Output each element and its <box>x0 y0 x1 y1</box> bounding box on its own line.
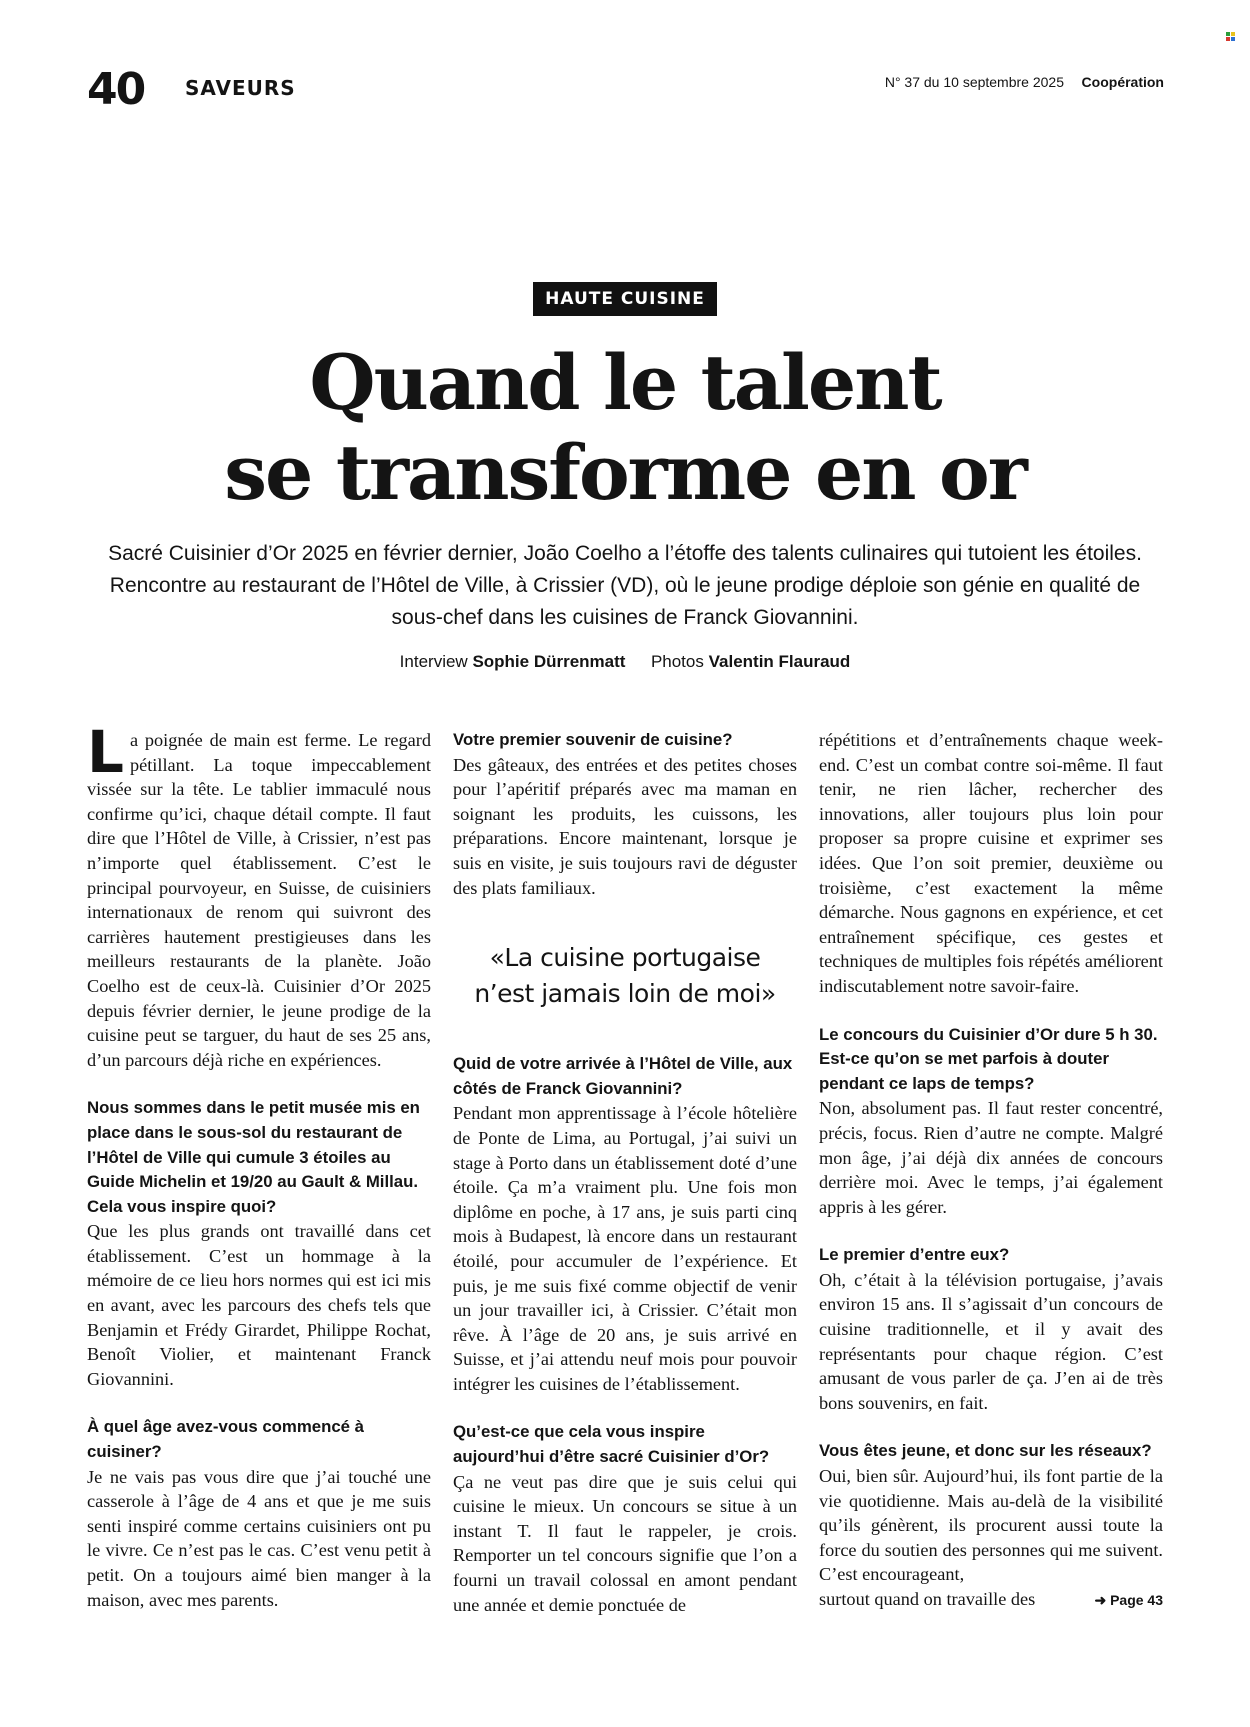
issue-date: N° 37 du 10 septembre 2025 <box>884 74 1064 90</box>
question: Vous êtes jeune, et donc sur les réseaux? <box>819 1441 1152 1461</box>
question: Nous sommes dans le petit musée mis en place dans le sous-sol du restaurant de l’Hôtel de Ville qui cumule 3 étoiles au Guide Michelin et 19/20 au Gault & Millau. Cela vous inspire quoi? <box>87 1098 420 1216</box>
question: Qu’est-ce que cela vous inspire aujourd’hui d’être sacré Cuisinier d’Or? <box>453 1422 770 1467</box>
intro-text: a poignée de main est ferme. Le regard pétillant. La toque impeccablement vissée sur la tête. Le tablier immaculé nous confirme qu’ici, chaque détail compte. Il faut dire que l’Hôtel de Ville, à Crissier, n’est pas n’importe quel établissement. C’est le principal pourvoyeur, en Suisse, de cuisiniers internationaux de renom qui suivront des carrières hautement prestigieuses dans les meilleurs restaurants de la planète. João Coelho est de ceux-là. Cuisinier d’Or 2025 depuis février dernier, le jeune prodige de la cuisine peut se targuer, du haut de ses 25 ans, d’un parcours déjà riche en expériences. <box>87 730 431 1070</box>
intro-paragraph <box>87 718 431 1072</box>
lead-paragraph: Sacré Cuisinier d’Or 2025 en février dernier, João Coelho a l’étoffe des talents culinaires qui tutoient les étoiles. Rencontre au restaurant de l’Hôtel de Ville, à Crissier (VD), où le jeune prodige déploie son génie en qualité de sous-chef dans les cuisines de Franck Giovannini. <box>108 542 1142 629</box>
photos-label: Photos <box>650 652 704 671</box>
headline-line-1: Quand le talent <box>309 338 941 427</box>
question: Quid de votre arrivée à l’Hôtel de Ville, aux côtés de Franck Giovannini? <box>453 1054 793 1098</box>
answer: Oh, c’était à la télévision portugaise, j’avais environ 15 ans. Il s’agissait d’un concours de cuisine traditionnelle, et il y avait des représentants pour chaque région. C’est amusant de vous parler de ça. J’en ai de très bons souvenirs, en fait. <box>819 1269 1163 1413</box>
answer: Non, absolument pas. Il faut rester concentré, précis, focus. Rien d’autre ne compte. Malgré mon âge, j’ai déjà dix années de concours derrière moi. Avec le temps, j’ai également appris à les gérer. <box>819 1098 1163 1217</box>
pull-quote <box>453 940 797 1012</box>
article-column-3 <box>819 728 1163 1613</box>
page-number: 40 <box>87 64 145 115</box>
color-registration-mark-icon <box>1226 32 1236 42</box>
pull-quote-line-2: n’est jamais loin de moi» <box>474 979 776 1009</box>
question: À quel âge avez-vous commencé à cuisiner? <box>87 1417 364 1462</box>
question: Le premier d’entre eux? <box>819 1245 1010 1265</box>
interview-author: Sophie Dürrenmatt <box>472 652 626 671</box>
last-line <box>819 1587 1163 1613</box>
magazine-brand: Coopération <box>1081 74 1164 90</box>
answer: répétitions et d’entraînements chaque week-end. C’est un combat contre soi-même. Il faut tenir, ne rien lâcher, rechercher des innovations, aller toujours plus loin pour proposer sa propre cuisine et exprimer ses idées. Que l’on soit premier, deuxième ou troisième, c’est exactement la même démarche. Nous gagnons en expérience, et cet entraînement spécifique, ces gestes et techniques de multiples fois répétés améliorent indiscutablement notre savoir-faire. <box>819 730 1163 996</box>
answer: Ça ne veut pas dire que je suis celui qui cuisine le mieux. Un concours se situe à un instant T. Il faut le rappeler, je crois. Remporter un tel concours signifie que l’on a fourni un travail colossal en amont pendant une année et demie ponctuée de <box>453 1471 797 1615</box>
answer: Oui, bien sûr. Aujourd’hui, ils font partie de la vie quotidienne. Mais au-delà de la visibilité qu’ils génèrent, ils procurent aussi toute la force du soutien des personnes qui me suivent. C’est encourageant, <box>819 1466 1163 1585</box>
photographer: Valentin Flauraud <box>708 652 851 671</box>
continued-link[interactable]: ➜ Page 43 <box>1094 1592 1163 1608</box>
credits <box>0 652 1250 672</box>
interview-label: Interview <box>399 652 468 671</box>
kicker-label: HAUTE CUISINE <box>533 282 717 316</box>
page-header <box>87 66 1164 116</box>
question: Votre premier souvenir de cuisine? <box>453 730 733 749</box>
dropcap: L <box>87 718 124 786</box>
section-name: SAVEURS <box>185 76 296 100</box>
pull-quote-line-1: «La cuisine portugaise <box>489 943 761 973</box>
answer-end: surtout quand on travaille des <box>819 1589 1036 1609</box>
headline <box>0 338 1250 518</box>
answer: Je ne vais pas vous dire que j’ai touché une casserole à l’âge de 4 ans et que je me suis senti inspiré comme certains cuisiniers ont pu le vivre. Ce n’est pas le cas. C’est venu petit à petit. On a toujours aimé bien manger à la maison, avec mes parents. <box>87 1466 431 1610</box>
article-column-2 <box>453 728 797 1617</box>
answer: Que les plus grands ont travaillé dans cet établissement. C’est un hommage à la mémoire de ce lieu hors normes qui est ici mis en avant, avec les parcours des chefs tels que Benjamin et Frédy Girardet, Philippe Rochat, Benoît Violier, et maintenant Franck Giovannini. <box>87 1221 431 1389</box>
headline-line-2: se transforme en or <box>224 428 1026 517</box>
answer: Pendant mon apprentissage à l’école hôtelière de Ponte de Lima, au Portugal, j’ai suivi un stage à Porto dans un établissement doté d’une étoile. Ça m’a vraiment plu. Une fois mon diplôme en poche, à 17 ans, je suis parti cinq mois à Budapest, là encore dans un restaurant étoilé, pour accumuler de l’expérience. Et puis, je me suis fixé comme objectif de venir un jour travailler ici, à Crissier. C’était mon rêve. À l’âge de 20 ans, je suis arrivé en Suisse, et j’ai attendu neuf mois pour pouvoir intégrer les cuisines de l’établissement. <box>453 1103 797 1394</box>
answer: Des gâteaux, des entrées et des petites choses pour l’apéritif préparés avec ma maman en soignant les produits, les cuissons, les préparations. Encore maintenant, lorsque je suis en visite, je suis toujours ravi de déguster des plats familiaux. <box>453 754 797 898</box>
article-column-1 <box>87 718 431 1612</box>
question: Le concours du Cuisinier d’Or dure 5 h 30. Est-ce qu’on se met parfois à douter pendant ce laps de temps? <box>819 1024 1158 1093</box>
kicker <box>0 282 1250 316</box>
